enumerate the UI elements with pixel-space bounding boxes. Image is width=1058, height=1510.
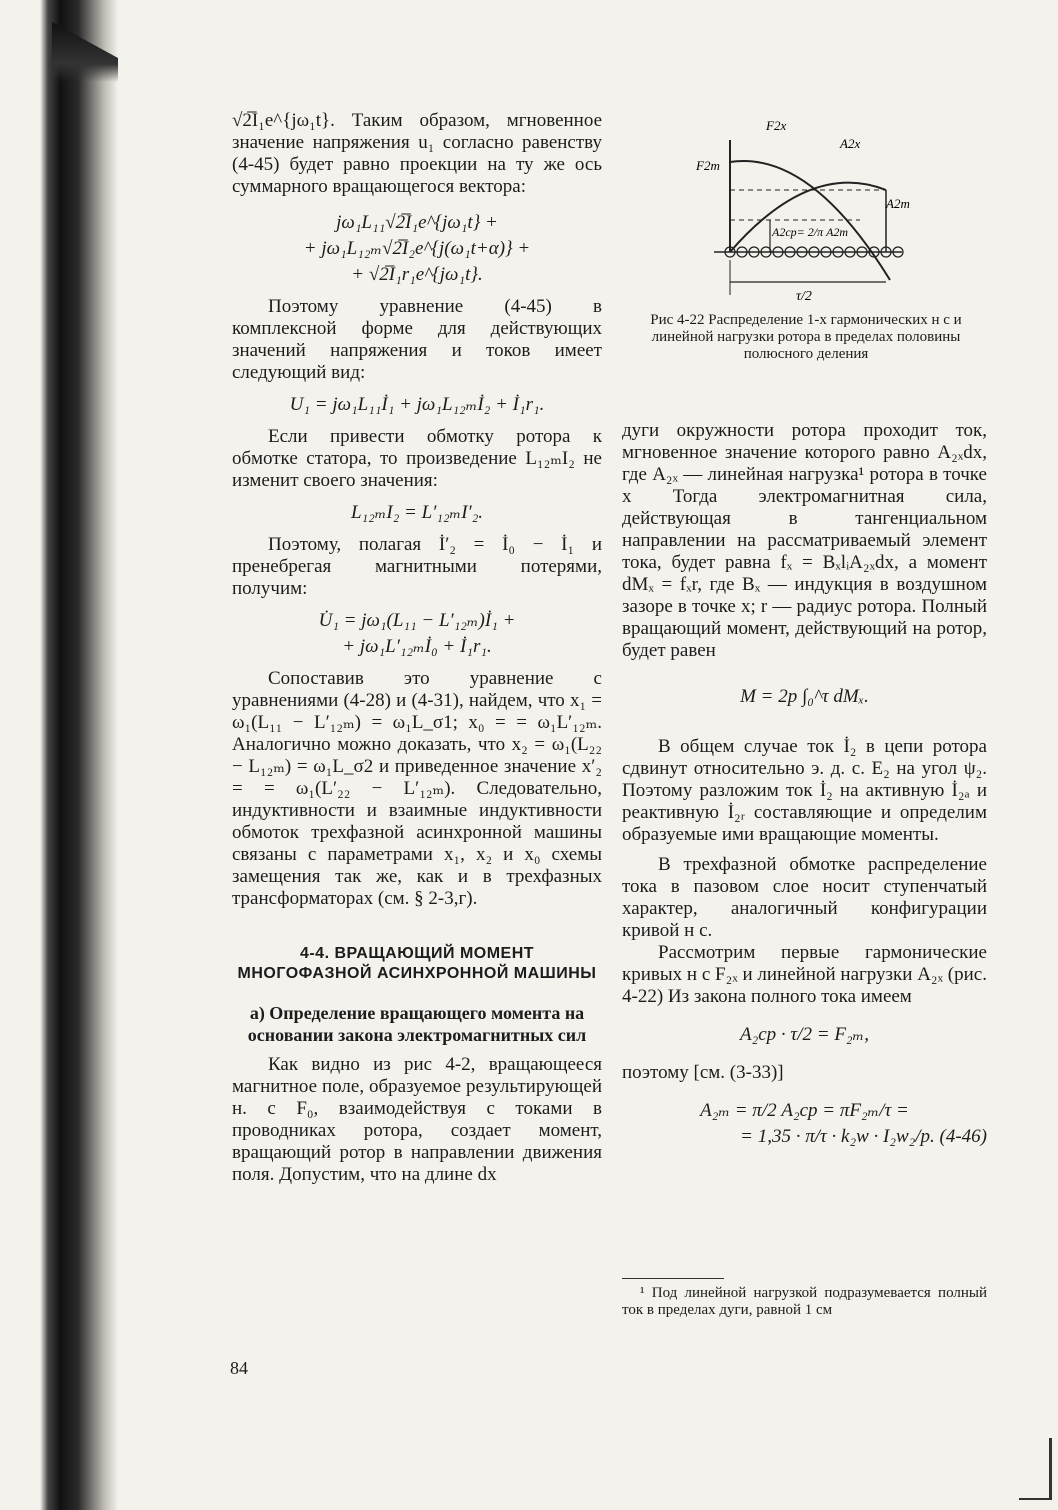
equation-line: + jω₁L′₁₂ₘİ₀ + İ₁r₁. xyxy=(342,636,492,657)
label-tau-half: τ/2 xyxy=(796,289,812,304)
label-f2x: F2x xyxy=(766,118,787,133)
figure-caption: Рис 4-22 Распределение 1-х гармонических н с и линейной нагрузки ротора в пределах половины полюсного деления xyxy=(650,312,962,362)
footnote-rule xyxy=(622,1278,724,1279)
label-a2x: A2x xyxy=(840,136,861,151)
paragraph-three-phase: В трехфазной обмотке распределение тока в пазовом слое носит ступенчатый характер, аналогичный конфигурации кривой н с. xyxy=(622,854,987,941)
paragraph-assume: Поэтому, полагая İ′₂ = İ₀ − İ₁ и пренебрегая магнитными потерями, получим: xyxy=(232,534,602,599)
a2x-curve xyxy=(730,183,886,252)
equation-4-46: = 1,35 · π/τ · k₂w · I₂w₂/p. (4-46) xyxy=(740,1126,987,1147)
equation-u1-dot xyxy=(232,608,602,660)
paragraph-harmonics: Рассмотрим первые гармонические кривых н с F₂ₓ и линейной нагрузки A₂ₓ (рис. 4-22) Из закона полного тока имеем xyxy=(622,942,987,1007)
equation-line: + √2̅I₁r₁e^{jω₁t}. xyxy=(351,264,483,285)
paragraph-general-case: В общем случае ток İ₂ в цепи ротора сдвинут относительно э. д. с. E₂ на угол ψ₂. Поэтому разложим ток İ₂ на активную İ₂ₐ и реактивную İ₂ᵣ составляющие и определим образуемые ими вращающие моменты. xyxy=(622,736,987,845)
right-column xyxy=(622,420,987,1158)
equation-a2m xyxy=(622,1098,987,1150)
label-a2cp: A2cp= 2/π A2m xyxy=(772,225,849,239)
equation-line: jω₁L₁₁√2̅I₁e^{jω₁t} + xyxy=(336,212,498,233)
paragraph-complex-form: Поэтому уравнение (4-45) в комплексной форме для действующих значений напряжения и токов имеет следующий вид: xyxy=(232,296,602,383)
paragraph-compare: Сопоставив это уравнение с уравнениями (4-28) и (4-31), найдем, что x₁ = ω₁(L₁₁ − L′₁₂ₘ) = ω₁L_σ1; x₀ = = ω₁L′₁₂ₘ. Аналогично можно доказать, что x₂ = ω₁(L₂₂ − L₁₂ₘ) = ω₁L_σ2 и приведенное значение x′₂ = = ω₁(L′₂₂ − L′₁₂ₘ). Следовательно, индуктивности и взаимные индуктивности обмоток трехфазной асинхронной машины связаны с параметрами x₁, x₂ и x₀ схемы замещения так же, как и в трехфазных трансформаторах (см. § 2-3,г). xyxy=(232,668,602,909)
book-spine-shadow xyxy=(0,0,118,1510)
equation-line: U̇₁ = jω₁(L₁₁ − L′₁₂ₘ)İ₁ + xyxy=(318,610,516,631)
equation-line: + jω₁L₁₂ₘ√2̅I₂e^{j(ω₁t+α)} + xyxy=(303,238,531,259)
equation-vector-sum xyxy=(232,210,602,288)
label-a2m: A2m xyxy=(886,196,910,211)
subsection-title: а) Определение вращающего момента на основании закона электромагнитных сил xyxy=(247,1003,587,1045)
section-title: 4-4. ВРАЩАЮЩИЙ МОМЕНТ МНОГОФАЗНОЙ АСИНХРОННОЙ МАШИНЫ xyxy=(237,945,597,982)
equation-a2cp: A₂cp · τ/2 = F₂ₘ, xyxy=(740,1024,869,1045)
footnote: ¹ Под линейной нагрузкой подразумевается полный ток в пределах дуги, равной 1 см xyxy=(622,1285,987,1318)
figure-4-22 xyxy=(690,110,920,310)
paragraph-intro: √2̅I₁e^{jω₁t}. Таким образом, мгновенное значение напряжения u₁ согласно равенству (4-45) будет равно проекции на ту же ось суммарного вращающегося вектора: xyxy=(232,110,602,197)
equation-moment-integral: M = 2p ∫₀^τ dMₓ. xyxy=(740,686,869,707)
paragraph-arc: дуги окружности ротора проходит ток, мгновенное значение которого равно A₂ₓdx, где A₂ₓ — линейная нагрузка¹ ротора в точке x Тогда электромагнитная сила, действующая в тангенциальном направлении на рассматриваемый элемент тока, будет равна fₓ = BₓlᵢA₂ₓdx, а момент dMₓ = fₓr, где Bₓ — индукция в воздушном зазоре в точке x; r — радиус ротора. Полный вращающий момент, действующий на ротор, будет равен xyxy=(622,420,987,661)
page-corner-shadow xyxy=(1019,1438,1052,1500)
left-column xyxy=(232,110,602,1186)
paragraph-therefore: поэтому [см. (3-33)] xyxy=(622,1062,784,1083)
paragraph-as-seen: Как видно из рис 4-2, вращающееся магнитное поле, образуемое результирующей н. с F₀, взаимодействуя с токами в проводниках ротора, создает момент, вращающий ротор в направлении движения поля. Допустим, что на длине dx xyxy=(232,1054,602,1185)
equation-line: A₂ₘ = π/2 A₂cp = πF₂ₘ/τ = xyxy=(700,1100,909,1121)
page-number: 84 xyxy=(230,1358,248,1378)
label-f2m: F2m xyxy=(696,158,720,173)
paragraph-reduce-winding: Если привести обмотку ротора к обмотке статора, то произведение L₁₂ₘI₂ не изменит своего значения: xyxy=(232,426,602,491)
f2x-curve xyxy=(730,161,890,280)
equation-l12m: L₁₂ₘI₂ = L′₁₂ₘI′₂. xyxy=(350,502,484,523)
equation-u1: U₁ = jω₁L₁₁İ₁ + jω₁L₁₂ₘİ₂ + İ₁r₁. xyxy=(289,394,545,415)
